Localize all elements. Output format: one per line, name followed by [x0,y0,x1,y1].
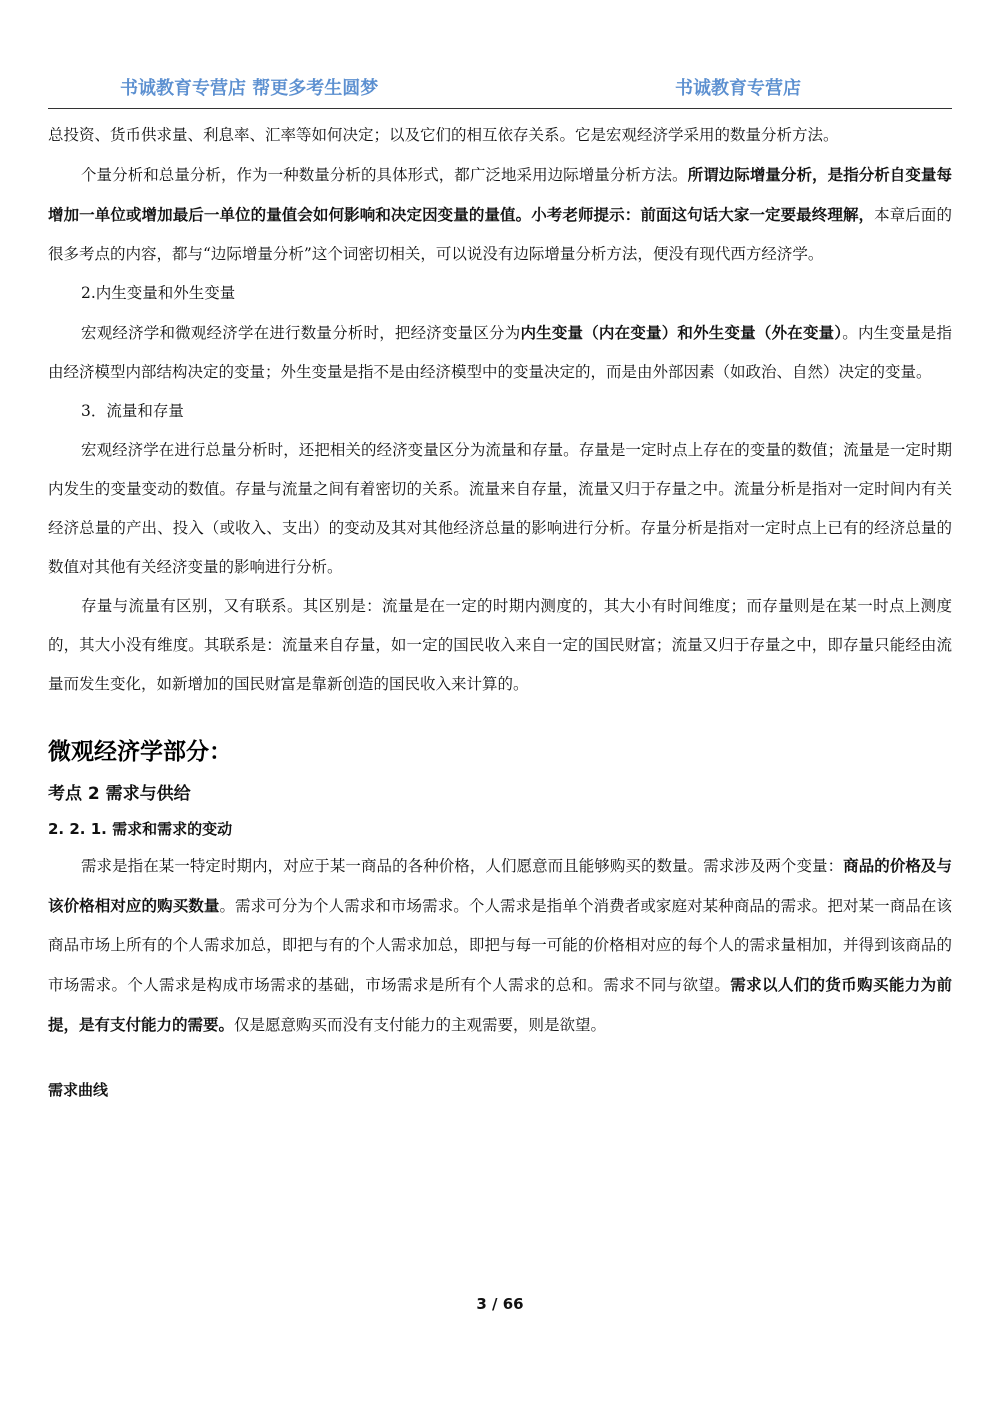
paragraph-continuation: 总投资、货币供求量、利息率、汇率等如何决定；以及它们的相互依存关系。它是宏观经济学采用的数量分析方法。 [48,126,839,144]
total-pages: 66 [502,1295,524,1313]
page-number [0,1295,1000,1313]
bold-emphasis: 商品的价格及与该价格相对应的购买数量 [48,856,952,915]
paragraph-variables [48,313,952,392]
text-run: 宏观经济学和微观经济学在进行数量分析时，把经济变量区分为 [81,324,521,342]
heading-flow-stock: 3．流量和存量 [81,402,184,420]
text-run: 需求是指在某一特定时期内，对应于某一商品的各种价格，人们愿意而且能够购买的数量。需求涉及两个变量： [81,857,844,875]
paragraph-marginal-analysis [48,155,952,274]
text-run: 本章后面的很多考点的内容，都与“边际增量分析”这个词密切相关，可以说没有边际增量分析方法，便没有现代西方经济学。 [48,206,952,263]
section-title: 微观经济学部分： [48,739,232,765]
bold-emphasis: 需求以人们的货币购买能力为前提，是有支付能力的需要。 [48,975,952,1034]
bold-emphasis: 所谓边际增量分析，是指分析自变量每增加一单位或增加最后一单位的量值会如何影响和决定因变量的量值。小考老师提示：前面这句话大家一定要最终理解， [48,165,952,224]
heading-endogenous-exogenous: 2.内生变量和外生变量 [81,284,236,302]
current-page: 3 [476,1295,487,1313]
header-divider [48,108,952,109]
page-separator: / [486,1295,503,1313]
header-store-slogan: 书诚教育专营店 帮更多考生圆梦 [120,78,379,99]
page-header [0,70,1000,106]
bold-emphasis: 内生变量（内在变量）和外生变量（外在变量） [520,323,843,342]
document-body [48,116,952,1107]
text-run: 。需求可分为个人需求和市场需求。个人需求是指单个消费者或家庭对某种商品的需求。把对某一商品在该商品市场上所有的个人需求加总，即把与有的个人需求加总，即把与每一可能的价格相对应的每个人的需求量相加，并得到该商品的市场需求。个人需求是构成市场需求的基础，市场需求是所有个人需求的总和。需求不同与欲望。 [48,897,952,994]
text-run: 。内生变量是指由经济模型内部结构决定的变量；外生变量是指不是由经济模型中的变量决定的，而是由外部因素（如政治、自然）决定的变量。 [48,324,952,381]
header-store-name: 书诚教育专营店 [675,78,801,99]
demand-curve-title: 需求曲线 [48,1081,109,1099]
subsection-title: 2. 2. 1. 需求和需求的变动 [48,820,233,838]
text-run: 仅是愿意购买而没有支付能力的主观需要，则是欲望。 [234,1016,607,1034]
point-title: 考点 2 需求与供给 [48,784,191,804]
text-run: 个量分析和总量分析，作为一种数量分析的具体形式，都广泛地采用边际增量分析方法。 [81,166,688,184]
paragraph-flow-stock-relation: 存量与流量有区别，又有联系。其区别是：流量是在一定的时期内测度的，其大小有时间维度；而存量则是在某一时点上测度的，其大小没有维度。其联系是：流量来自存量，如一定的国民收入来自一定的国民财富；流量又归于存量之中，即存量只能经由流量而发生变化，如新增加的国民财富是靠新创造的国民收入来计算的。 [48,597,952,693]
paragraph-flow-stock-definition: 宏观经济学在进行总量分析时，还把相关的经济变量区分为流量和存量。存量是一定时点上存在的变量的数值；流量是一定时期内发生的变量变动的数值。存量与流量之间有着密切的关系。流量来自存量，流量又归于存量之中。流量分析是指对一定时间内有关经济总量的产出、投入（或收入、支出）的变动及其对其他经济总量的影响进行分析。存量分析是指对一定时点上已有的经济总量的数值对其他有关经济变量的影响进行分析。 [48,441,952,576]
paragraph-demand [48,846,952,1045]
